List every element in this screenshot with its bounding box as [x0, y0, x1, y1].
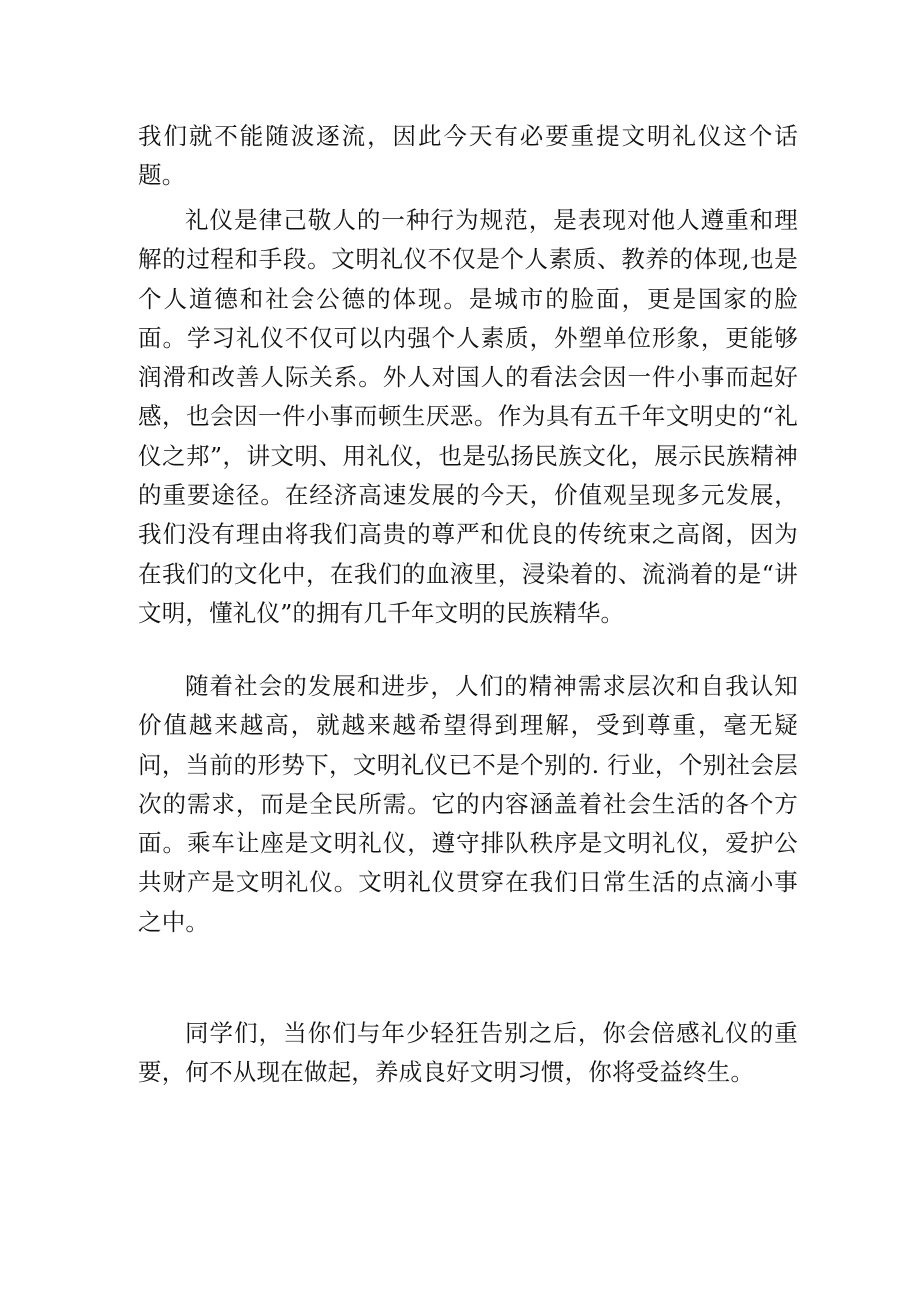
paragraph-4: 同学们，当你们与年少轻狂告别之后，你会倍感礼仪的重要，何不从现在做起，养成良好文明习惯，你将受益终生。 — [138, 1019, 798, 1087]
paragraph-1: 我们就不能随波逐流，因此今天有必要重提文明礼仪这个话题。 — [138, 122, 798, 190]
paragraph-3: 随着社会的发展和进步，人们的精神需求层次和自我认知价值越来越高，就越来越希望得到理解，受到尊重，毫无疑问，当前的形势下，文明礼仪已不是个别的. 行业，个别社会层次的需求，而是全民所需。它的内容涵盖着社会生活的各个方面。乘车让座是文明礼仪，遵守排队秩序是文明礼仪，爱护公共财产是文明礼仪。文明礼仪贯穿在我们日常生活的点滴小事之中。 — [138, 672, 798, 936]
paragraph-2: 礼仪是律己敬人的一种行为规范，是表现对他人遵重和理解的过程和手段。文明礼仪不仅是个人素质、教养的体现,也是个人道德和社会公德的体现。是城市的脸面，更是国家的脸面。学习礼仪不仅可以内强个人素质，外塑单位形象，更能够润滑和改善人际关系。外人对国人的看法会因一件小事而起好感，也会因一件小事而顿生厌恶。作为具有五千年文明史的“礼仪之邦”，讲文明、用礼仪，也是弘扬民族文化，展示民族精神的重要途径。在经济高速发展的今天，价值观呈现多元发展，我们没有理由将我们高贵的尊严和优良的传统束之高阁，因为在我们的文化中，在我们的血液里，浸染着的、流淌着的是“讲文明，懂礼仪”的拥有几千年文明的民族精华。 — [138, 206, 798, 627]
